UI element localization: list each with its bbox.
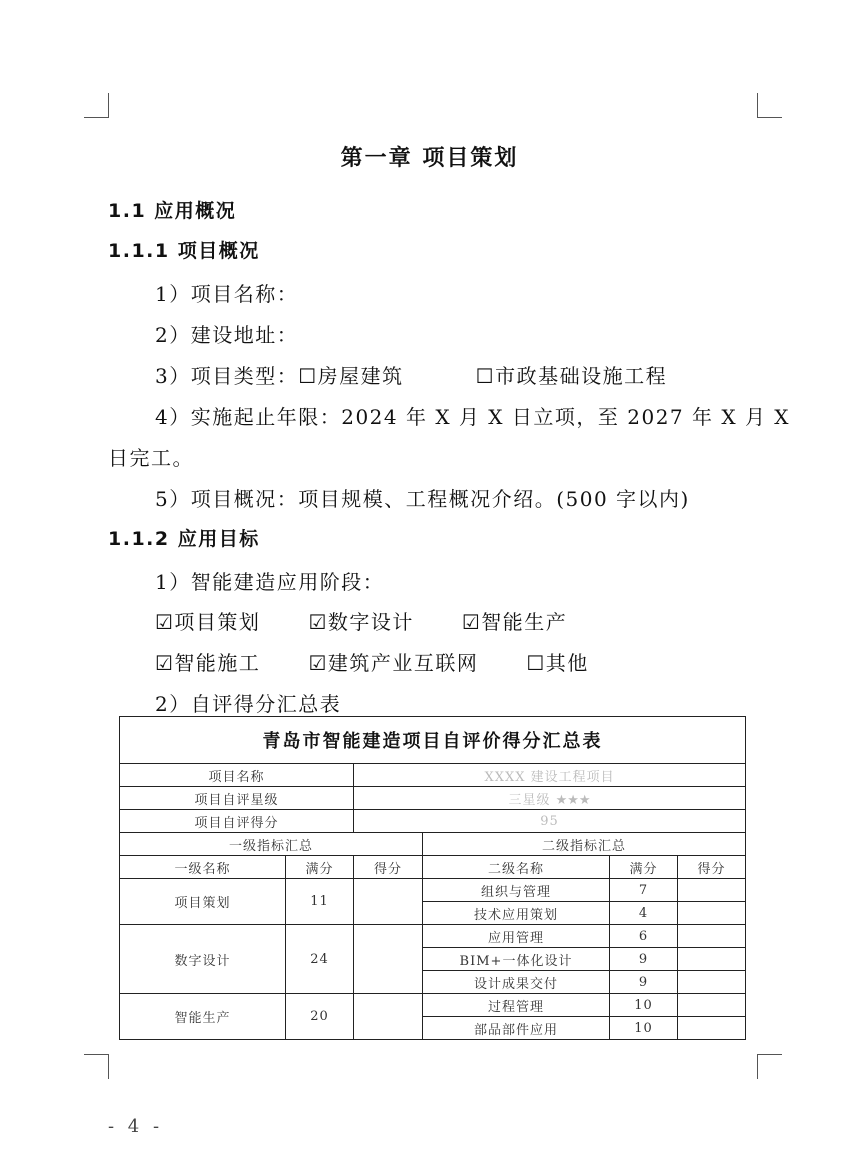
level2-name: BIM+一体化设计 xyxy=(423,948,610,971)
star-level-label: 项目自评星级 xyxy=(120,787,354,810)
page-number: - 4 - xyxy=(108,1116,164,1137)
level2-full-score: 7 xyxy=(610,879,678,902)
level1-name: 智能生产 xyxy=(120,994,286,1040)
level2-name: 部品部件应用 xyxy=(423,1017,610,1040)
checkbox-smart-production[interactable]: ☑智能生产 xyxy=(461,610,568,634)
column-header-level2-name: 二级名称 xyxy=(423,856,610,879)
project-name-value: XXXX 建设工程项目 xyxy=(354,764,746,787)
column-header-level1-full: 满分 xyxy=(286,856,354,879)
summary-label: 2）自评得分汇总表 xyxy=(155,692,342,716)
level1-full-score: 20 xyxy=(286,994,354,1040)
stage-row-2 xyxy=(155,647,589,676)
checkbox-project-planning[interactable]: ☑项目策划 xyxy=(155,610,261,634)
corner-mark-bottom-left xyxy=(84,1054,109,1079)
star-icons: ★★★ xyxy=(555,792,591,808)
project-name-label: 项目名称 xyxy=(120,764,354,787)
level1-full-score: 24 xyxy=(286,925,354,994)
project-name-line: 1）项目名称： xyxy=(155,282,299,306)
checkbox-municipal[interactable]: ☐市政基础设施工程 xyxy=(475,364,668,388)
stage-row-1 xyxy=(155,606,567,635)
checkbox-building[interactable]: ☐房屋建筑 xyxy=(298,364,404,388)
star-level-value xyxy=(354,787,746,810)
level2-full-score: 9 xyxy=(610,948,678,971)
level1-full-score: 11 xyxy=(286,879,354,925)
section-heading-1-1-1: 1.1.1 项目概况 xyxy=(108,240,260,262)
section-heading-1-1: 1.1 应用概况 xyxy=(108,200,237,222)
level2-name: 过程管理 xyxy=(423,994,610,1017)
column-header-level1-name: 一级名称 xyxy=(120,856,286,879)
corner-mark-top-right xyxy=(757,93,782,118)
period-line: 4）实施起止年限：2024 年 X 月 X 日立项，至 2027 年 X 月 X xyxy=(155,405,791,429)
table-row xyxy=(120,994,746,1017)
level2-score[interactable] xyxy=(678,994,746,1017)
project-type-label: 3）项目类型： xyxy=(155,364,299,388)
column-header-level2-score: 得分 xyxy=(678,856,746,879)
level1-name: 数字设计 xyxy=(120,925,286,994)
chapter-title: 第一章 项目策划 xyxy=(340,146,519,171)
level2-summary-header: 二级指标汇总 xyxy=(423,833,746,856)
level1-score[interactable] xyxy=(354,879,423,925)
level2-name: 技术应用策划 xyxy=(423,902,610,925)
column-header-level2-full: 满分 xyxy=(610,856,678,879)
period-line-continued: 日完工。 xyxy=(108,446,194,470)
level2-full-score: 4 xyxy=(610,902,678,925)
level2-score[interactable] xyxy=(678,948,746,971)
self-score-value: 95 xyxy=(354,810,746,833)
level2-score[interactable] xyxy=(678,902,746,925)
column-header-level1-score: 得分 xyxy=(354,856,423,879)
self-score-label: 项目自评得分 xyxy=(120,810,354,833)
checkbox-industry-internet[interactable]: ☑建筑产业互联网 xyxy=(308,651,479,675)
level1-score[interactable] xyxy=(354,925,423,994)
overview-line: 5）项目概况：项目规模、工程概况介绍。(500 字以内) xyxy=(155,487,690,511)
stage-label: 1）智能建造应用阶段： xyxy=(155,570,385,594)
section-heading-1-1-2: 1.1.2 应用目标 xyxy=(108,528,260,550)
project-type-line xyxy=(155,360,667,389)
level2-name: 设计成果交付 xyxy=(423,971,610,994)
level2-name: 组织与管理 xyxy=(423,879,610,902)
checkbox-digital-design[interactable]: ☑数字设计 xyxy=(308,610,414,634)
checkbox-other[interactable]: ☐其他 xyxy=(526,651,589,675)
level1-name: 项目策划 xyxy=(120,879,286,925)
table-title: 青岛市智能建造项目自评价得分汇总表 xyxy=(120,717,746,764)
level2-score[interactable] xyxy=(678,971,746,994)
table-row xyxy=(120,925,746,948)
level2-score[interactable] xyxy=(678,1017,746,1040)
level1-summary-header: 一级指标汇总 xyxy=(120,833,423,856)
level2-score[interactable] xyxy=(678,925,746,948)
level1-score[interactable] xyxy=(354,994,423,1040)
address-line: 2）建设地址： xyxy=(155,323,299,347)
level2-full-score: 10 xyxy=(610,994,678,1017)
table-row xyxy=(120,879,746,902)
corner-mark-bottom-right xyxy=(757,1054,782,1079)
level2-full-score: 10 xyxy=(610,1017,678,1040)
level2-score[interactable] xyxy=(678,879,746,902)
star-level-text: 三星级 xyxy=(508,792,551,808)
level2-name: 应用管理 xyxy=(423,925,610,948)
level2-full-score: 6 xyxy=(610,925,678,948)
corner-mark-top-left xyxy=(84,93,109,118)
score-summary-table xyxy=(119,716,746,1040)
level2-full-score: 9 xyxy=(610,971,678,994)
checkbox-smart-construction[interactable]: ☑智能施工 xyxy=(155,651,261,675)
